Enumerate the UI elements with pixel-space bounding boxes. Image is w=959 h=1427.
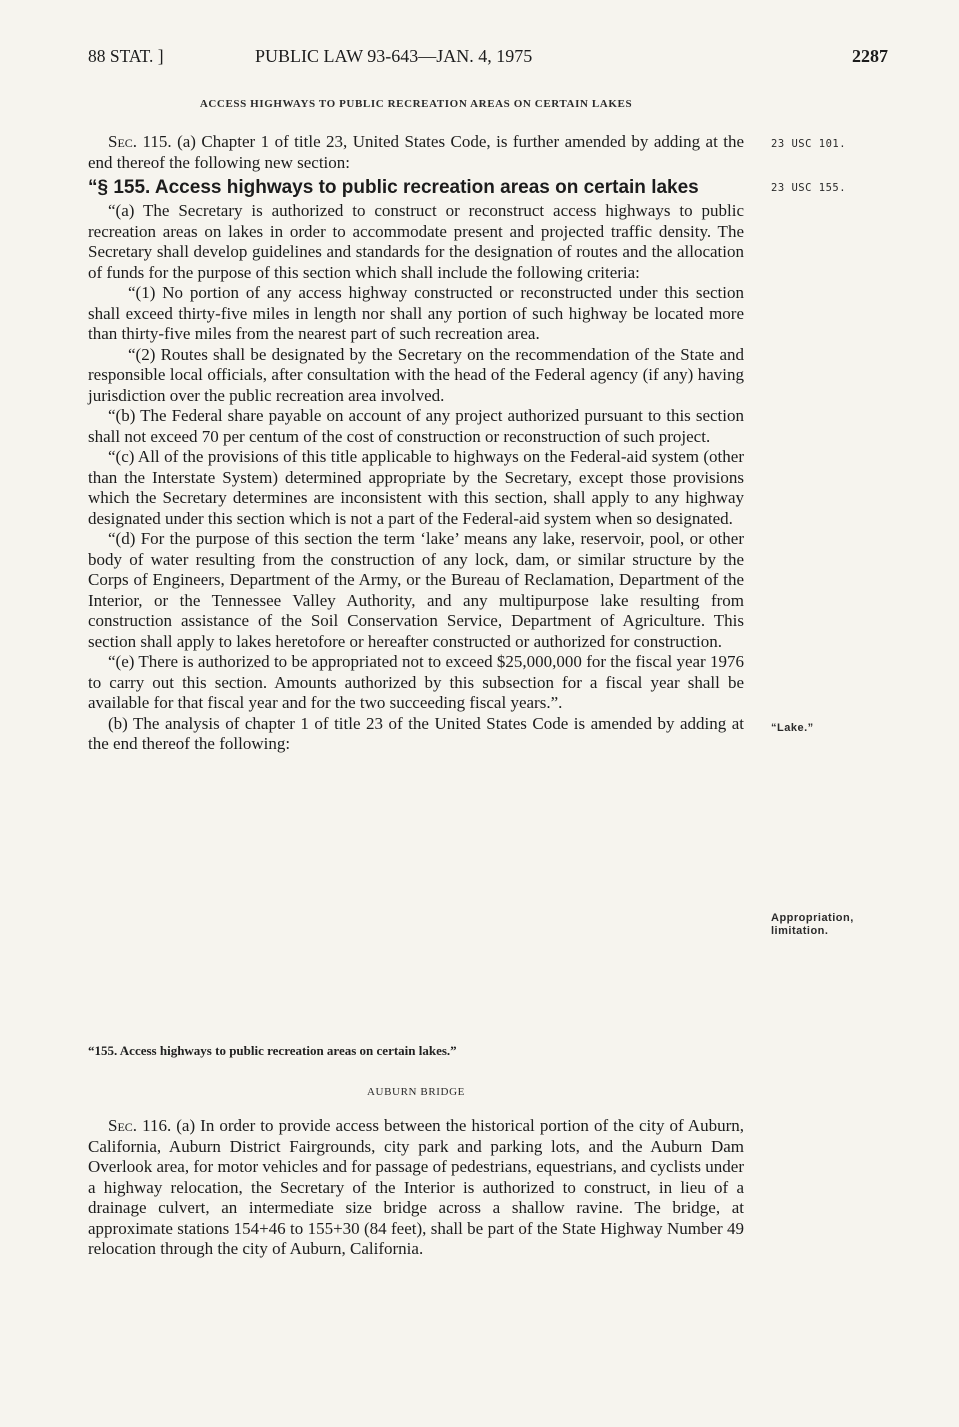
page-number: 2287 (852, 46, 888, 66)
para-a: “(a) The Secretary is authorized to construct or reconstruct access highways to public recreation areas on lakes in order to accommodate present and projected traffic density. The Secretary shall develop guidelines and standards for the designation of routes and the allocation of funds for the purpose of this section which shall include the following criteria: (88, 201, 744, 282)
para-1: “(1) No portion of any access highway constructed or reconstructed under this section shall exceed thirty-five miles in length nor shall any portion of such highway be located more than thirty-five miles from the nearest part of such recreation area. (88, 283, 744, 343)
stat-reference: 88 STAT. ] (88, 46, 164, 66)
section-155-title: “§ 155. Access highways to public recreation areas on certain lakes (88, 177, 699, 198)
margin-note-appropriation: Appropriation, (771, 912, 854, 924)
para-d: “(d) For the purpose of this section the term ‘lake’ means any lake, reservoir, pool, or other body of water resulting from the construction of any lock, dam, or similar structure by the Corps of Engineers, Department of the Army, or the Bureau of Reclamation, Department of the Interior, or the Tennessee Valley Authority, and any multipurpose lake resulting from construction assistance of the Soil Conservation Service, Department of Agriculture. This section shall apply to lakes heretofore or hereafter constructed or authorized for construction. (88, 529, 744, 651)
para-2: “(2) Routes shall be designated by the Secretary on the recommendation of the State and responsible local officials, after consultation with the head of the Federal agency (if any) having jurisdiction over the public recreation area involved. (88, 344, 744, 405)
section-heading-access-highways: ACCESS HIGHWAYS TO PUBLIC RECREATION AREAS ON CERTAIN LAKES (199, 98, 633, 110)
analysis-entry: “155. Access highways to public recreation areas on certain lakes.” (88, 1043, 457, 1058)
margin-note-23-usc-101: 23 USC 101. (771, 138, 847, 150)
para-b: “(b) The Federal share payable on account of any project authorized pursuant to this section shall not exceed 70 per centum of the cost of construction or reconstruction of such project. (88, 406, 744, 446)
para-c: “(c) All of the provisions of this title applicable to highways on the Federal-aid system (other than the Interstate System) determined appropriate by the Secretary, except those provisions which the Secretary determines are inconsistent with this section, shall apply to any highway designated under this section which is not a part of the Federal-aid system when so designated. (88, 447, 744, 528)
margin-note-limitation: limitation. (771, 925, 829, 937)
sec116-text (88, 1116, 744, 1260)
para-e: “(e) There is authorized to be appropriated not to exceed $25,000,000 for the fiscal year 1976 to carry out this section. Amounts authorized by this subsection for a fiscal year shall be available for that fiscal year and for the two succeeding fiscal years.”. (88, 652, 744, 712)
section-heading-auburn-bridge: AUBURN BRIDGE (367, 1086, 465, 1098)
section-116-body (88, 1116, 744, 1260)
page-header (88, 46, 888, 76)
margin-note-lake: “Lake.” (771, 722, 814, 734)
law-title: PUBLIC LAW 93-643—JAN. 4, 1975 (255, 46, 533, 66)
sec116-body-text: (a) In order to provide access between the historical portion of the city of Auburn, California, Auburn District Fairgrounds, city park and parking lots, and the Auburn Dam Overlook area, for motor vehicles and for passage of pedestrians, equestrians, and cyclists under a highway relocation, the Secretary of the Interior is authorized to construct, in lieu of a drainage culvert, an intermediate size bridge across a shallow ravine. The bridge, at approximate stations 154+46 to 155+30 (84 feet), shall be part of the State Highway Number 49 relocation through the city of Auburn, California. (88, 1116, 744, 1258)
para-b2: (b) The analysis of chapter 1 of title 23 of the United States Code is amended by adding at the end thereof the following: (88, 713, 744, 753)
section-115-body (88, 132, 744, 755)
margin-note-23-usc-155: 23 USC 155. (771, 182, 847, 194)
sec115-intro (88, 132, 744, 173)
sec115-intro-text: (a) Chapter 1 of title 23, United States Code, is further amended by adding at the end thereof the following new section: (88, 132, 745, 172)
sec115-label: Sec. 115. (108, 132, 172, 151)
sec116-label: Sec. 116. (108, 1116, 172, 1135)
